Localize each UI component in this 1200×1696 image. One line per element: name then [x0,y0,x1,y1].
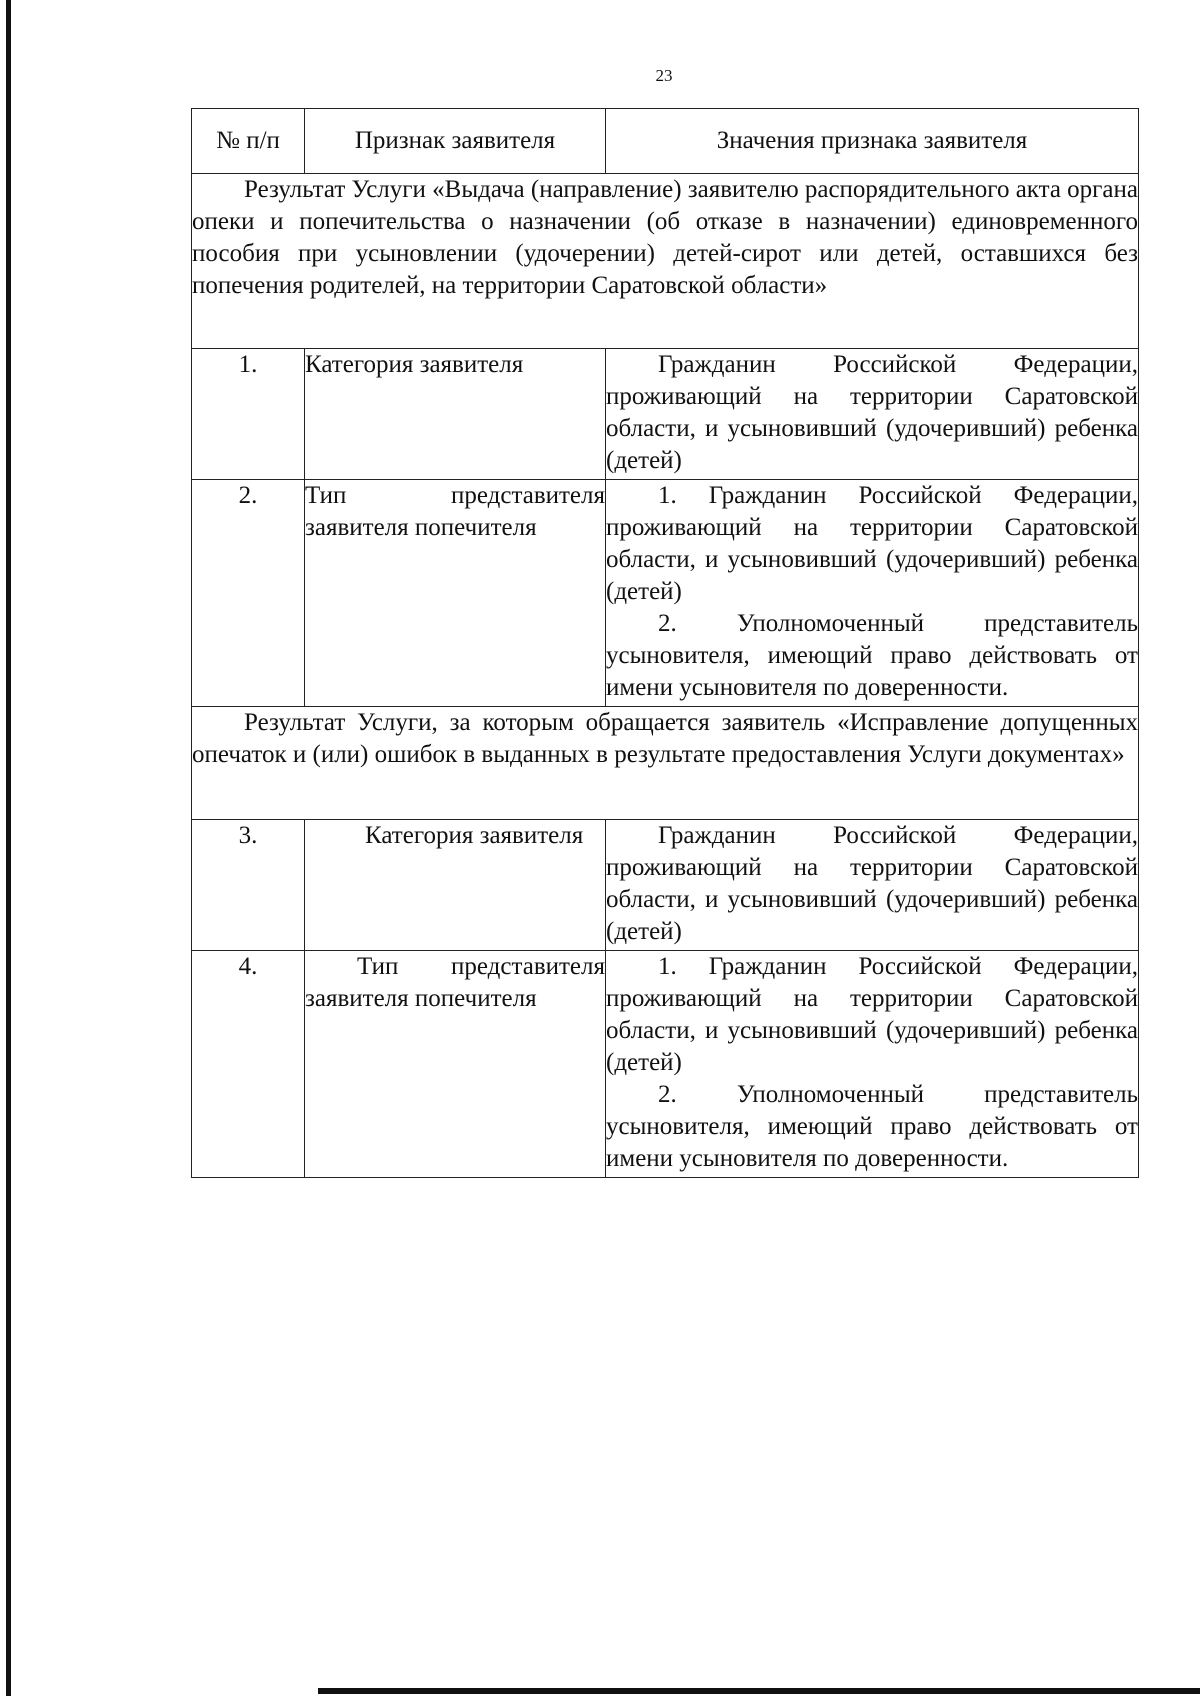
header-attribute: Признак заявителя [305,109,606,174]
page-number: 23 [655,66,673,85]
row-number: 1. [192,349,305,480]
value-paragraph: 2. Уполномоченный представитель усыновителя, имеющий право действовать от имени усыновителя по доверенности. [606,610,1138,701]
row-attribute: Категория заявителя [305,349,606,480]
header-num: № п/п [192,109,305,174]
section-row-1 [192,174,1139,349]
row-attribute: Тип представителя заявителя попечителя [305,480,606,707]
scan-edge-left [6,0,11,1696]
row-value [606,480,1139,707]
scan-edge-bottom [318,1688,1200,1694]
row-number: 2. [192,480,305,707]
value-paragraph: 2. Уполномоченный представитель усыновителя, имеющий право действовать от имени усыновителя по доверенности. [606,1081,1138,1172]
table-row [192,349,1139,480]
section-row-2 [192,707,1139,820]
value-paragraph: 1. Гражданин Российской Федерации, проживающий на территории Саратовской области, и усыновивший (удочеривший) ребенка (детей) [606,482,1138,605]
header-value: Значения признака заявителя [606,109,1139,174]
row-attribute: Тип представителя заявителя попечителя [305,951,606,1178]
section-title-1: Результат Услуги «Выдача (направление) заявителю распорядительного акта органа опеки и попечительства о назначении (об отказе в назначении) единовременного пособия при усыновлении (удочерении) детей-сирот или детей, оставшихся без попечения родителей, на территории Саратовской области» [192,174,1139,349]
section-title-2: Результат Услуги, за которым обращается заявитель «Исправление допущенных опечаток и (или) ошибок в выданных в результате предоставления Услуги документах» [192,707,1139,820]
value-paragraph: 1. Гражданин Российской Федерации, проживающий на территории Саратовской области, и усыновивший (удочеривший) ребенка (детей) [606,953,1138,1076]
row-attribute: Категория заявителя [305,820,606,951]
table-row [192,480,1139,707]
table-row [192,820,1139,951]
value-paragraph: Гражданин Российской Федерации, проживающий на территории Саратовской области, и усыновивший (удочеривший) ребенка (детей) [606,822,1138,945]
applicant-attributes-table [191,108,1139,1178]
row-value [606,951,1139,1178]
table-row [192,951,1139,1178]
value-paragraph: Гражданин Российской Федерации, проживающий на территории Саратовской области, и усыновивший (удочеривший) ребенка (детей) [606,351,1138,474]
row-value [606,349,1139,480]
table-header-row [192,109,1139,174]
row-number: 3. [192,820,305,951]
row-value [606,820,1139,951]
row-number: 4. [192,951,305,1178]
